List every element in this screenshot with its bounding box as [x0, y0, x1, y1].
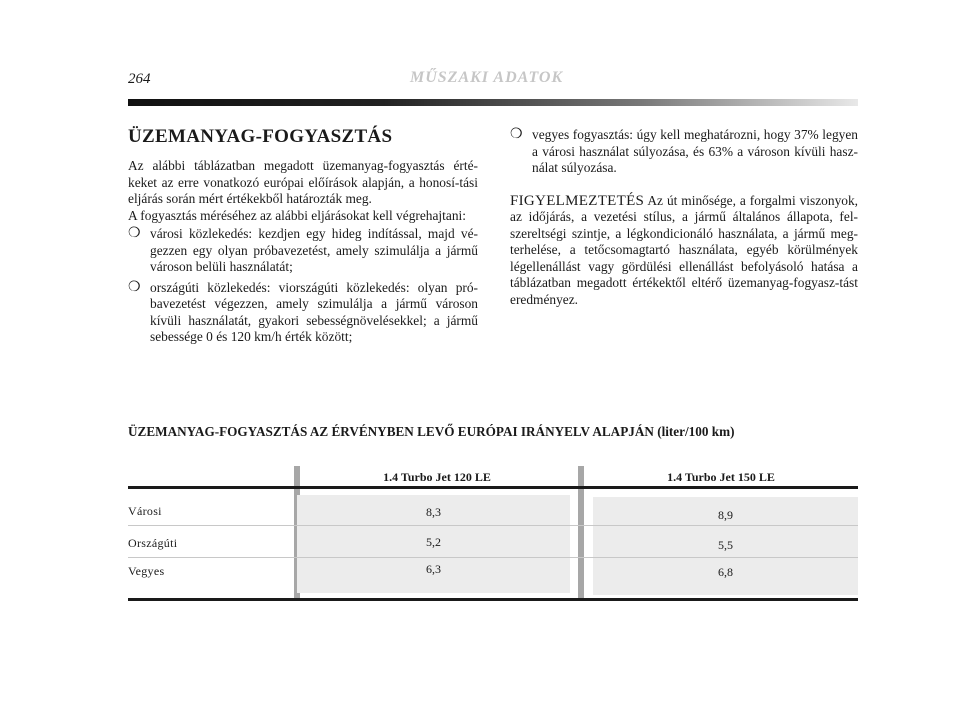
bullet-circle-icon: ❍ — [128, 279, 141, 295]
warning-text: Az út minősége, a forgalmi viszonyok, az időjárás, a vezetési stílus, a jármű általános állapota, fel-szereltségi szintje, a légkondicionáló használata, a jármű meg-terhelése, a tetőcsomagtartó használata, egyéb körülmények légellenállást vagy gördülési ellenállást befolyásoló hatása a táblázatban megadott értékektől eltérő üzemanyag-fogyasz-tást eredményez. — [510, 192, 858, 307]
row-label: Országúti — [128, 536, 178, 550]
list-item — [128, 226, 478, 276]
column-header: 1.4 Turbo Jet 120 LE — [383, 470, 491, 484]
running-title: MŰSZAKI ADATOK — [410, 69, 564, 86]
list-item — [128, 280, 478, 346]
intro-paragraph: Az alábbi táblázatban megadott üzemanyag-fogyasztás érté-keket az erre vonatkozó európai előírások alapján, a honosí-tási eljárás során mért értékekből határozták meg. — [128, 158, 478, 206]
right-column — [510, 127, 858, 308]
list-item-text: városi közlekedés: kezdjen egy hideg indítással, majd vé-gezzen egy olyan próbavezetést, amely szimulálja a jármű városon belüli használatát; — [150, 226, 478, 274]
list-item — [510, 127, 858, 177]
table-bottom-rule — [128, 598, 858, 601]
procedure-intro: A fogyasztás méréséhez az alábbi eljárásokat kell végrehajtani: — [128, 207, 466, 223]
warning-label: FIGYELMEZTETÉS — [510, 192, 645, 209]
procedure-list-continued — [510, 127, 858, 177]
procedure-list — [128, 226, 478, 346]
list-item-text: vegyes fogyasztás: úgy kell meghatározni, hogy 37% legyen a városi használat súlyozása, és 63% a városon kívüli hasz-nálat súlyozása. — [532, 127, 858, 175]
row-divider — [128, 525, 858, 526]
header-rule — [128, 99, 858, 106]
table-cell: 8,9 — [718, 508, 733, 522]
table-cell: 5,5 — [718, 538, 733, 552]
row-label: Városi — [128, 504, 162, 518]
consumption-table — [128, 462, 858, 607]
table-cell: 6,8 — [718, 565, 733, 579]
bullet-circle-icon: ❍ — [510, 127, 523, 142]
table-cell: 8,3 — [426, 505, 441, 519]
row-divider — [128, 557, 858, 558]
table-top-rule — [128, 486, 858, 489]
table-cell: 5,2 — [426, 535, 441, 549]
column-header: 1.4 Turbo Jet 150 LE — [667, 470, 775, 484]
table-title: ÜZEMANYAG-FOGYASZTÁS AZ ÉRVÉNYBEN LEVŐ EURÓPAI IRÁNYELV ALAPJÁN (liter/100 km) — [128, 424, 735, 439]
table-cell: 6,3 — [426, 562, 441, 576]
list-item-text: országúti közlekedés: viországúti közlekedés: olyan pró-bavezetést végezzen, amely szimulálja a jármű városon kívüli használatát, gyakori sebességnövelésekkel; a jármű sebessége 0 és 120 km/h érték között; — [150, 279, 478, 344]
warning-paragraph — [510, 193, 858, 309]
page-number: 264 — [128, 71, 151, 87]
bullet-circle-icon: ❍ — [128, 226, 141, 241]
left-column — [128, 126, 478, 350]
row-label: Vegyes — [128, 564, 165, 578]
section-heading: ÜZEMANYAG-FOGYASZTÁS — [128, 126, 393, 147]
